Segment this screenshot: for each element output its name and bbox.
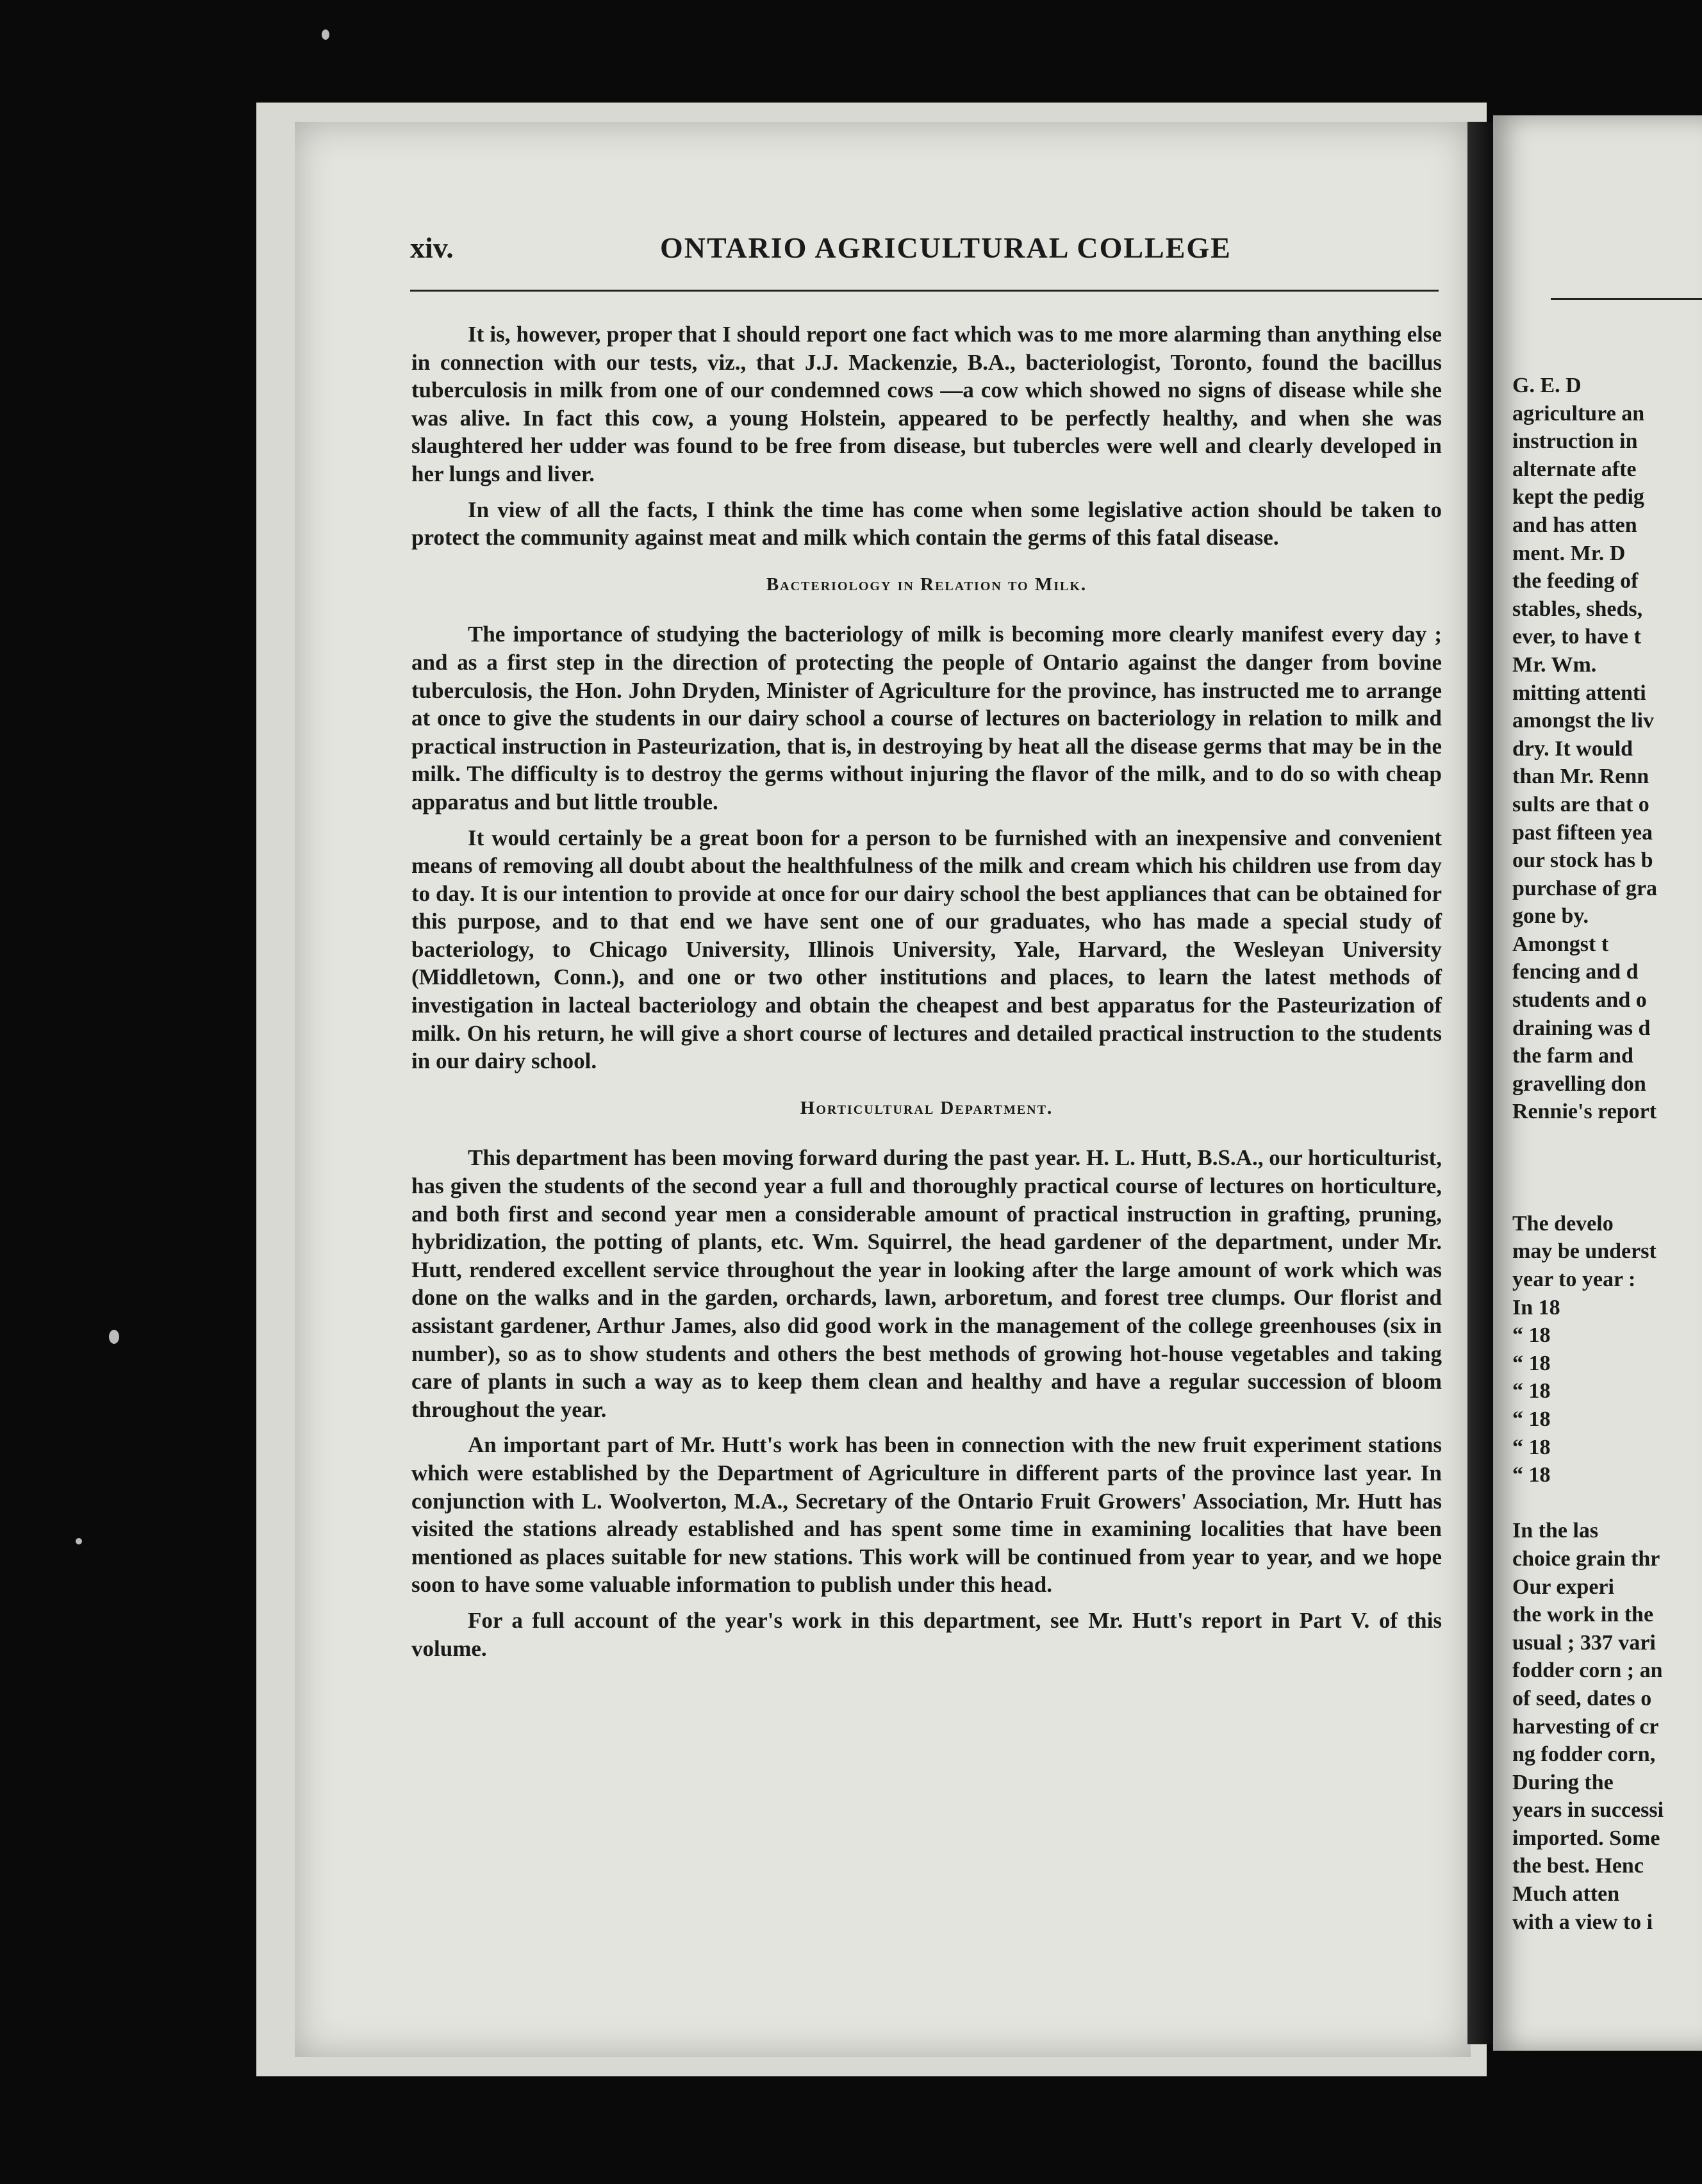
right-page-line: harvesting of cr bbox=[1512, 1714, 1659, 1739]
right-page-line: amongst the liv bbox=[1512, 709, 1654, 733]
paragraph-full-account: For a full account of the year's work in this department, see Mr. Hutt's report in Part V. of this volume. bbox=[411, 1607, 1442, 1661]
right-page-line: “ 18 bbox=[1512, 1435, 1551, 1459]
right-page-line: Our experi bbox=[1512, 1575, 1614, 1599]
right-page-line: Rennie's report bbox=[1512, 1100, 1657, 1124]
right-page-line: stables, sheds, bbox=[1512, 597, 1643, 621]
right-page-line: fodder corn ; an bbox=[1512, 1659, 1663, 1683]
right-page-line: “ 18 bbox=[1512, 1351, 1551, 1375]
right-page-line: ng fodder corn, bbox=[1512, 1742, 1656, 1767]
right-page-line: with a view to i bbox=[1512, 1910, 1653, 1934]
right-page-line: may be underst bbox=[1512, 1239, 1657, 1264]
right-page-line bbox=[1512, 1489, 1702, 1518]
right-page-line: purchase of gra bbox=[1512, 876, 1658, 900]
right-page-line: year to year : bbox=[1512, 1268, 1636, 1291]
right-page-line: ever, to have t bbox=[1512, 625, 1641, 649]
right-page-line: ment. Mr. D bbox=[1512, 541, 1626, 565]
right-page-line: G. E. D bbox=[1512, 374, 1582, 397]
right-page-line: past fifteen yea bbox=[1512, 820, 1653, 845]
right-page-line: draining was d bbox=[1512, 1016, 1651, 1040]
right-page-line bbox=[1512, 1126, 1702, 1154]
right-page-line: the best. Henc bbox=[1512, 1854, 1644, 1878]
right-page-line: agriculture an bbox=[1512, 401, 1645, 426]
right-page-line: Mr. Wm. bbox=[1512, 652, 1597, 677]
paragraph-legislative-action: In view of all the facts, I think the time has come when some legislative action should be taken to protect the community against meat and milk which contain the germs of this fatal disease. bbox=[411, 497, 1442, 550]
right-page-line: The develo bbox=[1512, 1211, 1614, 1236]
right-page-line: In 18 bbox=[1512, 1295, 1560, 1320]
right-page-line: “ 18 bbox=[1512, 1407, 1551, 1431]
right-page-line: instruction in bbox=[1512, 429, 1638, 454]
paragraph-pasteurization-appliances: It would certainly be a great boon for a person to be furnished with an inexpensive and convenient means of removing all doubt about the healthfulness of the milk and cream which his children use from day to day. It is our intention to provide at once for our dairy school the best appliances that can be obtained for this purpose, and to that end we have sent one of our graduates, who has made a special study of bacteriology, to Chicago University, Illinois University, Yale, Harvard, the Wesleyan University (Middletown, Conn.), and one or two other institutions and places, to learn the latest methods of investigation in lacteal bacteriology and obtain the cheapest and best apparatus for the Pasteurization of milk. On his return, he will give a short course of lectures and detailed practical instruction to the students in our dairy school. bbox=[411, 825, 1442, 1074]
paragraph-fruit-stations: An important part of Mr. Hutt's work has been in connection with the new fruit experiment stations which were established by the Department of Agriculture in different parts of the province last year. In conjunction with L. Woolverton, M.A., Secretary of the Ontario Fruit Growers' Association, Mr. Hutt has visited the stations already established and has spent some time in examining localities that have been mentioned as places suitable for new stations. This work will be continued from year to year, and we hope soon to have some valuable information to publish under this head. bbox=[411, 1432, 1442, 1598]
right-page-header-rule bbox=[1551, 298, 1702, 300]
page-body bbox=[411, 320, 1442, 1670]
right-page-line: “ 18 bbox=[1512, 1463, 1551, 1487]
paragraph-tuberculosis-report: It is, however, proper that I should report one fact which was to me more alarming than anything else in connection with our tests, viz., that J.J. Mackenzie, B.A., bacteriologist, Toronto, found the bacillus tuberculosis in milk from one of our condemned cows —a cow which showed no signs of disease while she was alive. In fact this cow, a young Holstein, appeared to be perfectly healthy, and when she was slaughtered her udder was found to be free from disease, but tubercles were well and clearly developed in her lungs and liver. bbox=[411, 322, 1442, 486]
right-page-line: In the las bbox=[1512, 1519, 1599, 1543]
right-page-line: fencing and d bbox=[1512, 960, 1639, 984]
right-page-line: our stock has b bbox=[1512, 848, 1653, 873]
right-page-line: gravelling don bbox=[1512, 1071, 1646, 1096]
right-page-text bbox=[1512, 372, 1702, 1936]
paragraph-horticulture-department: This department has been moving forward during the past year. H. L. Hutt, B.S.A., our horticulturist, has given the students of the second year a full and thoroughly practical course of lectures on horticulture, and both first and second year men a considerable amount of practical instruction in grafting, pruning, hybridization, the potting of plants, etc. Wm. Squirrel, the head gardener of the department, under Mr. Hutt, rendered excellent service throughout the year in looking after the large amount of work which was done on the walks and in the garden, orchards, lawn, arboretum, and forest tree clumps. Our florist and assistant gardener, Arthur James, also did good work in the management of the college greenhouses (six in number), so as to show students and others the best methods of growing hot-house vegetables and taking care of plants in such a way as to keep them clean and healthy and have a regular succession of bloom throughout the year. bbox=[411, 1145, 1442, 1422]
right-page-line: alternate afte bbox=[1512, 457, 1637, 481]
header-rule bbox=[410, 290, 1439, 292]
right-page-line: dry. It would bbox=[1512, 736, 1633, 761]
scan-speck bbox=[322, 29, 329, 40]
right-page-line bbox=[1512, 1182, 1702, 1210]
right-page-line: the farm and bbox=[1512, 1044, 1633, 1068]
right-page-line: Amongst t bbox=[1512, 932, 1609, 956]
paragraph-bacteriology-importance: The importance of studying the bacteriology of milk is becoming more clearly manifest every day ; and as a first step in the direction of protecting the people of Ontario against the danger from bovine tuberculosis, the Hon. John Dryden, Minister of Agriculture for the province, has instructed me to arrange at once to give the students in our dairy school a course of lectures on bacteriology in relation to milk and practical instruction in Pasteurization, that is, in destroying by heat all the disease germs that may be in the milk. The difficulty is to destroy the germs without injuring the flavor of the milk, and to do so with cheap apparatus and but little trouble. bbox=[411, 622, 1442, 815]
right-page-line: usual ; 337 vari bbox=[1512, 1630, 1656, 1655]
right-page-line: “ 18 bbox=[1512, 1323, 1551, 1348]
right-page-line: choice grain thr bbox=[1512, 1546, 1660, 1571]
right-page-line: imported. Some bbox=[1512, 1826, 1660, 1850]
right-page-line: than Mr. Renn bbox=[1512, 765, 1649, 789]
right-page-line: kept the pedig bbox=[1512, 485, 1644, 509]
right-page-line: During the bbox=[1512, 1770, 1614, 1794]
right-page-line bbox=[1512, 1154, 1702, 1182]
right-page-line: Much atten bbox=[1512, 1882, 1620, 1907]
right-page-line: mitting attenti bbox=[1512, 681, 1646, 705]
section-heading-bacteriology: Bacteriology in Relation to Milk. bbox=[766, 574, 1087, 595]
right-page-line: and has atten bbox=[1512, 513, 1637, 537]
right-page-line: years in successi bbox=[1512, 1798, 1664, 1823]
right-page-line: students and o bbox=[1512, 988, 1647, 1013]
right-page-line: the feeding of bbox=[1512, 569, 1639, 593]
page-number: xiv. bbox=[410, 231, 454, 264]
right-page-line: “ 18 bbox=[1512, 1379, 1551, 1403]
scan-speck bbox=[109, 1330, 119, 1344]
scan-speck bbox=[76, 1538, 82, 1544]
section-heading-horticultural: Horticultural Department. bbox=[800, 1097, 1053, 1118]
running-header bbox=[410, 231, 1435, 269]
right-page-line: sults are that o bbox=[1512, 792, 1649, 816]
right-page-line: gone by. bbox=[1512, 904, 1589, 929]
right-page-line: of seed, dates o bbox=[1512, 1686, 1652, 1710]
right-page-line: the work in the bbox=[1512, 1603, 1654, 1627]
running-title: ONTARIO AGRICULTURAL COLLEGE bbox=[660, 231, 1232, 264]
